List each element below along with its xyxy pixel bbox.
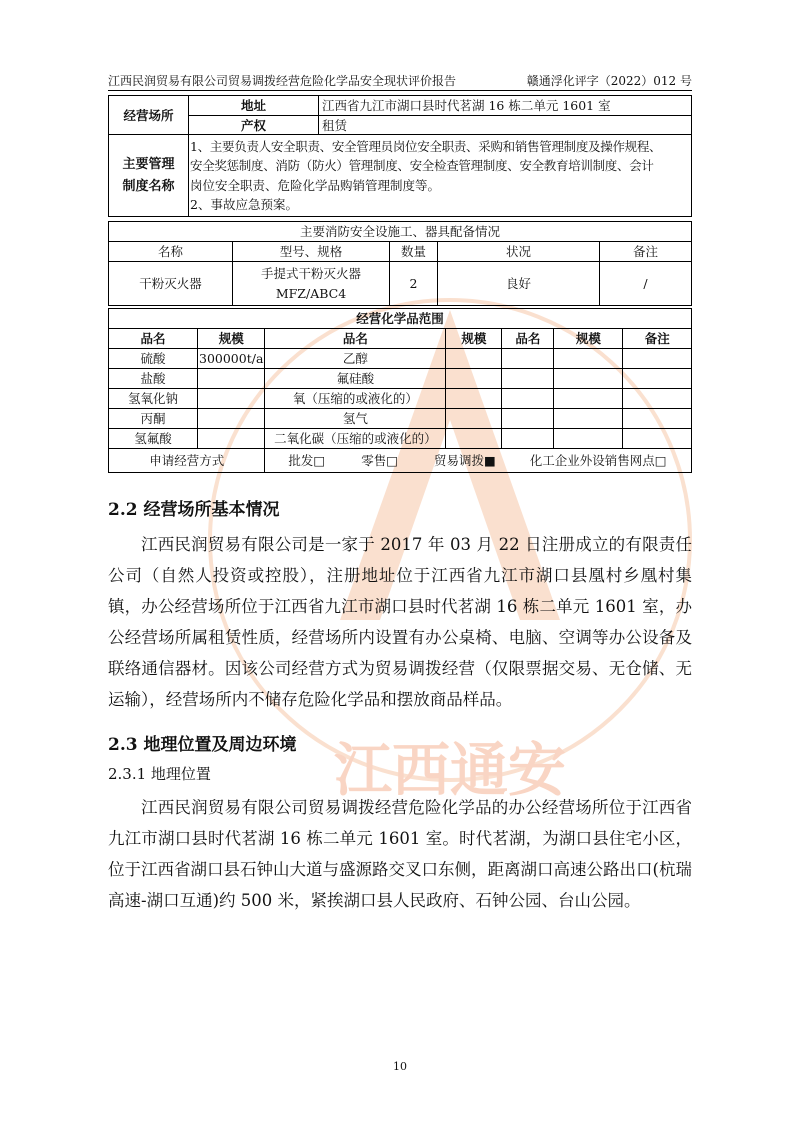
chem-cell <box>446 389 502 409</box>
chem-cell <box>554 349 623 369</box>
fire-header-note: 备注 <box>600 242 692 262</box>
chem-cell: 盐酸 <box>109 369 198 389</box>
chem-header-note: 备注 <box>623 329 692 349</box>
fire-row-model-line2: MFZ/ABC4 <box>275 285 347 301</box>
fire-header-name: 名称 <box>109 242 233 262</box>
header-title: 江西民润贸易有限公司贸易调拨经营危险化学品安全现状评价报告 <box>108 74 457 88</box>
chem-cell: 氢氧化钠 <box>109 389 198 409</box>
chem-cell <box>623 369 692 389</box>
fire-row-model <box>233 262 390 306</box>
chem-cell <box>446 369 502 389</box>
chem-cell <box>198 369 265 389</box>
chem-cell: 300000t/a <box>198 349 265 369</box>
chem-cell: 氟硅酸 <box>265 369 446 389</box>
fire-row-model-line1: 手提式干粉灭火器 <box>260 265 361 281</box>
table-row <box>109 389 692 409</box>
chem-cell <box>446 409 502 429</box>
chem-header-name-2: 品名 <box>265 329 446 349</box>
mgmt-label-line2: 制度名称 <box>122 178 175 194</box>
mgmt-line4: 2、事故应急预案。 <box>190 197 298 212</box>
page-header <box>108 70 692 91</box>
chem-cell: 丙酮 <box>109 409 198 429</box>
header-doc-number: 赣通浮化评字（2022）012 号 <box>526 74 692 88</box>
chem-cell <box>623 409 692 429</box>
site-label: 经营场所 <box>109 96 189 135</box>
chem-cell <box>502 429 554 449</box>
chem-cell <box>554 369 623 389</box>
table-row <box>109 369 692 389</box>
mode-option-outlet: 化工企业外设销售网点□ <box>529 453 667 468</box>
chem-header-scale-2: 规模 <box>446 329 502 349</box>
chem-cell <box>446 429 502 449</box>
chem-cell: 氢气 <box>265 409 446 429</box>
chem-header-scale-1: 规模 <box>198 329 265 349</box>
chem-header-name-1: 品名 <box>109 329 198 349</box>
ownership-label: 产权 <box>189 116 319 135</box>
site-info-table <box>108 95 692 217</box>
chem-cell: 乙醇 <box>265 349 446 369</box>
mode-label: 申请经营方式 <box>109 449 265 473</box>
ownership-value: 租赁 <box>319 116 692 135</box>
business-mode-row <box>109 449 692 473</box>
fire-header-model: 型号、规格 <box>233 242 390 262</box>
fire-title: 主要消防安全设施工、器具配备情况 <box>109 222 692 242</box>
fire-row-status: 良好 <box>438 262 600 306</box>
address-label: 地址 <box>189 96 319 116</box>
mgmt-label-line1: 主要管理 <box>122 156 175 172</box>
chem-title: 经营化学品范围 <box>109 309 692 329</box>
chem-cell <box>446 349 502 369</box>
mode-options <box>265 449 692 473</box>
section-2-2-paragraph: 江西民润贸易有限公司是一家于 2017 年 03 月 22 日注册成立的有限责任公司（自然人投资或控股），注册地址位于江西省九江市湖口县凰村乡凰村集镇，办公经营场所位于江西省九江市湖口县时代茗湖 16 栋二单元 1601 室，办公经营场所属租赁性质，经营场所内设置有办公桌椅、电脑、空调等办公设备及联络通信器材。因该公司经营方式为贸易调拨经营（仅限票据交易、无仓储、无运输），经营场所内不储存危险化学品和摆放商品样品。 <box>108 535 692 709</box>
chem-cell: 氧（压缩的或液化的） <box>265 389 446 409</box>
chem-cell <box>554 389 623 409</box>
chem-cell <box>198 389 265 409</box>
fire-row-name: 干粉灭火器 <box>109 262 233 306</box>
address-value: 江西省九江市湖口县时代茗湖 16 栋二单元 1601 室 <box>319 96 692 116</box>
mgmt-line3: 岗位安全职责、危险化学品购销管理制度等。 <box>190 177 441 193</box>
chem-cell <box>502 349 554 369</box>
chem-cell: 氢氟酸 <box>109 429 198 449</box>
mode-option-retail: 零售□ <box>361 453 399 468</box>
fire-row-note: / <box>600 262 692 306</box>
chem-cell <box>554 409 623 429</box>
section-2-3-1-heading: 2.3.1 地理位置 <box>108 765 211 783</box>
mgmt-line2: 安全奖惩制度、消防（防火）管理制度、安全检查管理制度、安全教育培训制度、会计 <box>190 158 654 173</box>
section-2-3-1-paragraph: 江西民润贸易有限公司贸易调拨经营危险化学品的办公经营场所位于江西省九江市湖口县时代茗湖 16 栋二单元 1601 室。时代茗湖，为湖口县住宅小区，位于江西省湖口县石钟山大道与盛源路交叉口东侧，距离湖口高速公路出口(杭瑞高速-湖口互通)约 500 米，紧挨湖口县人民政府、石钟公园、台山公园。 <box>108 798 692 910</box>
mgmt-line1: 1、主要负责人安全职责、安全管理员岗位安全职责、采购和销售管理制度及操作规程、 <box>190 138 662 154</box>
fire-header-status: 状况 <box>438 242 600 262</box>
chem-cell <box>502 369 554 389</box>
mode-option-trade: 贸易调拨■ <box>434 453 496 468</box>
chem-cell <box>502 389 554 409</box>
fire-row-qty: 2 <box>390 262 438 306</box>
page-number: 10 <box>393 1060 407 1073</box>
section-2-3-heading: 2.3 地理位置及周边环境 <box>108 735 297 755</box>
mode-option-wholesale: 批发□ <box>288 453 326 468</box>
chem-cell <box>623 389 692 409</box>
chem-cell <box>502 409 554 429</box>
table-row <box>109 429 692 449</box>
chemicals-table <box>108 308 692 473</box>
table-row <box>109 349 692 369</box>
chem-cell <box>623 349 692 369</box>
fire-equipment-table <box>108 221 692 306</box>
chem-cell <box>623 429 692 449</box>
chem-cell <box>554 429 623 449</box>
chem-cell: 硫酸 <box>109 349 198 369</box>
mgmt-content <box>189 135 692 217</box>
table-row <box>109 409 692 429</box>
fire-header-qty: 数量 <box>390 242 438 262</box>
chem-cell <box>198 409 265 429</box>
chem-header-name-3: 品名 <box>502 329 554 349</box>
section-2-2-heading: 2.2 经营场所基本情况 <box>108 500 280 520</box>
watermark-text: 江西通安 <box>333 736 567 804</box>
mgmt-label <box>109 135 189 217</box>
chem-cell <box>198 429 265 449</box>
chem-header-scale-3: 规模 <box>554 329 623 349</box>
chem-cell: 二氧化碳（压缩的或液化的） <box>265 429 446 449</box>
